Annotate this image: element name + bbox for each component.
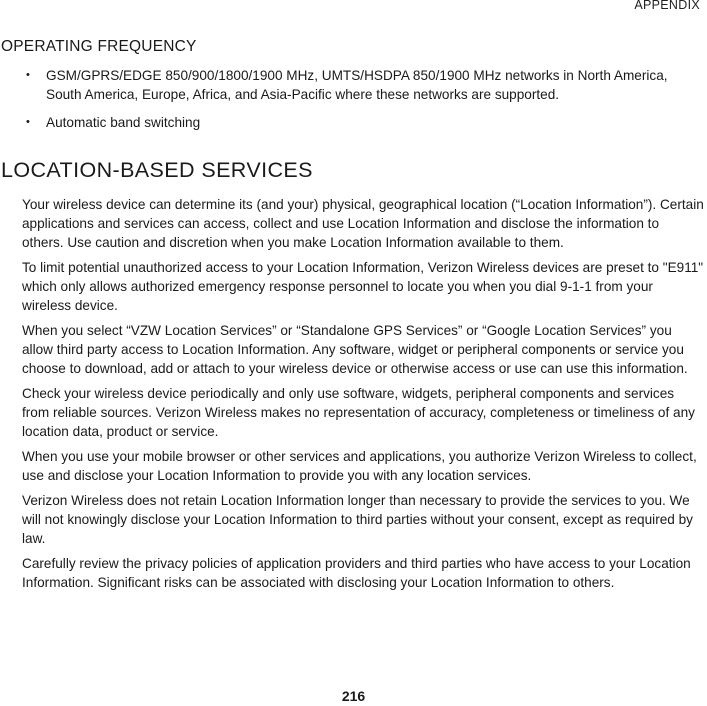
section-label: APPENDIX [634, 0, 700, 12]
operating-frequency-list [0, 66, 700, 141]
paragraph: When you select “VZW Location Services” or “Standalone GPS Services” or “Google Location Services” you allow third party access to Location Information. Any software, widget or peripheral components or service you choose to download, add or attach to your wireless device or otherwise access or use can use this information. [22, 323, 688, 376]
page-number: 216 [341, 688, 366, 704]
paragraph: Check your wireless device periodically and only use software, widgets, peripheral components and services from reliable sources. Verizon Wireless makes no representation of accuracy, completeness or timeliness of any location data, product or service. [22, 386, 695, 439]
list-item-text: GSM/GPRS/EDGE 850/900/1800/1900 MHz, UMTS/HSDPA 850/1900 MHz networks in North America, South America, Europe, Africa, and Asia-Pacific where these networks are supported. [46, 68, 668, 102]
location-services-body [22, 195, 704, 598]
bullet-icon: • [26, 69, 30, 81]
list-item-text: Automatic band switching [46, 115, 201, 130]
location-services-heading: LOCATION-BASED SERVICES [1, 158, 313, 182]
paragraph: Verizon Wireless does not retain Location Information longer than necessary to provide the services to you. We will not knowingly disclose your Location Information to third parties without your consent, except as required by law. [22, 493, 693, 546]
bullet-icon: • [26, 116, 30, 128]
paragraph: Carefully review the privacy policies of application providers and third parties who have access to your Location Information. Significant risks can be associated with disclosing your Location Information to others. [22, 556, 691, 590]
list-item [0, 113, 686, 132]
operating-frequency-heading: OPERATING FREQUENCY [1, 38, 197, 55]
paragraph: Your wireless device can determine its (and your) physical, geographical location (“Location Information”). Certain applications and services can access, collect and use Location Information and disclose the information to others. Use caution and discretion when you make Location Information available to them. [22, 197, 704, 250]
paragraph: When you use your mobile browser or other services and applications, you authorize Verizon Wireless to collect, use and disclose your Location Information to provide you with any location services. [22, 449, 697, 483]
list-item [0, 66, 686, 104]
paragraph: To limit potential unauthorized access to your Location Information, Verizon Wireless devices are preset to "E911" which only allows authorized emergency response personnel to locate you when you dial 9-1-1 from your wireless device. [22, 260, 704, 313]
